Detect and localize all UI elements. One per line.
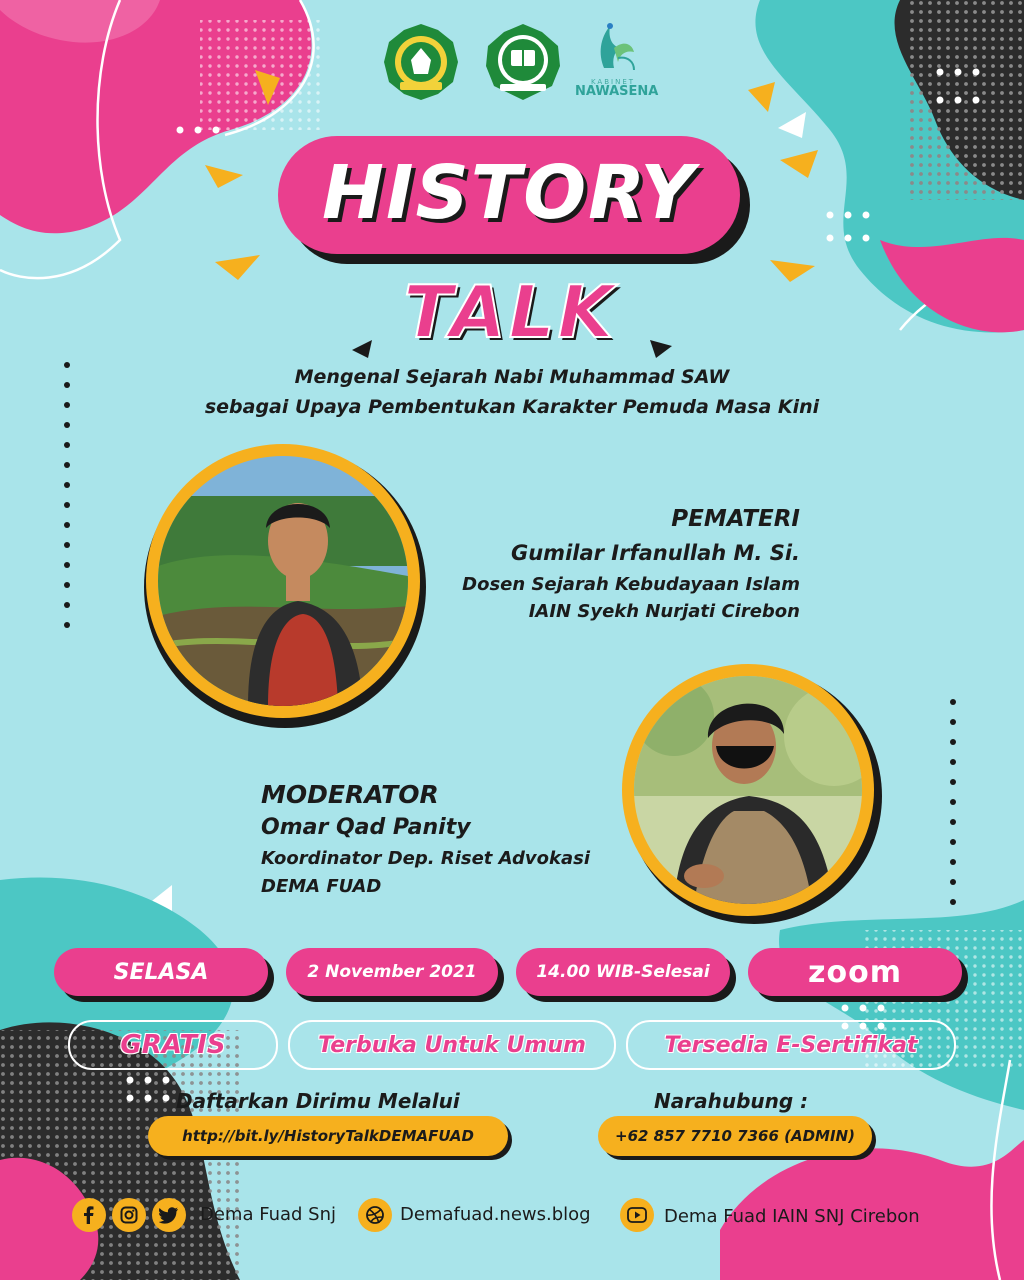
subtitle-line-2: sebagai Upaya Pembentukan Karakter Pemuda Masa Kini — [204, 396, 820, 418]
day-pill: SELASA — [54, 948, 268, 996]
time-pill: 14.00 WIB-Selesai — [516, 948, 730, 996]
facebook-icon[interactable] — [72, 1198, 106, 1232]
moderator-role: MODERATOR — [261, 780, 439, 809]
speaker-title: Dosen Sejarah Kebudayaan Islam — [462, 574, 800, 595]
moderator-name: Omar Qad Panity — [261, 815, 471, 840]
instagram-icon[interactable] — [112, 1198, 146, 1232]
youtube-icon[interactable] — [620, 1198, 654, 1232]
contact-phone[interactable]: +62 857 7710 7366 (ADMIN) — [598, 1116, 872, 1156]
contact-label: Narahubung : — [654, 1089, 809, 1113]
youtube-channel[interactable]: Dema Fuad IAIN SNJ Cirebon — [664, 1206, 920, 1227]
speaker-name: Gumilar Irfanullah M. Si. — [511, 541, 800, 565]
feature-public-pill: Terbuka Untuk Umum — [288, 1020, 616, 1070]
subtitle-line-1: Mengenal Sejarah Nabi Muhammad SAW — [294, 366, 730, 388]
logo-tagline: KABINET — [590, 78, 636, 86]
nawasena-peacock-logo-icon — [584, 18, 640, 74]
blog-url[interactable]: Demafuad.news.blog — [400, 1204, 591, 1225]
speaker-photo — [158, 456, 408, 706]
registration-label: Daftarkan Dirimu Melalui — [176, 1089, 460, 1113]
platform-pill: zoom — [748, 948, 962, 996]
moderator-organization: DEMA FUAD — [261, 876, 382, 897]
title-history: HISTORY — [322, 150, 696, 236]
social-handle: Dema Fuad Snj — [200, 1204, 337, 1225]
dribbble-icon[interactable] — [358, 1198, 392, 1232]
feature-free-pill: GRATIS — [68, 1020, 278, 1070]
speaker-role: PEMATERI — [671, 506, 800, 532]
iain-syekh-nurjati-seal-icon — [480, 22, 566, 102]
feature-certificate-pill: Tersedia E-Sertifikat — [626, 1020, 956, 1070]
moderator-title: Koordinator Dep. Riset Advokasi — [261, 848, 591, 869]
registration-link[interactable]: http://bit.ly/HistoryTalkDEMAFUAD — [148, 1116, 508, 1156]
logo-name: NAWASENA — [575, 84, 659, 99]
speaker-institution: IAIN Syekh Nurjati Cirebon — [528, 601, 800, 622]
university-seal-icon — [378, 22, 464, 102]
twitter-icon[interactable] — [152, 1198, 186, 1232]
moderator-photo — [634, 676, 862, 904]
title-talk: TALK — [403, 270, 617, 354]
date-pill: 2 November 2021 — [286, 948, 498, 996]
